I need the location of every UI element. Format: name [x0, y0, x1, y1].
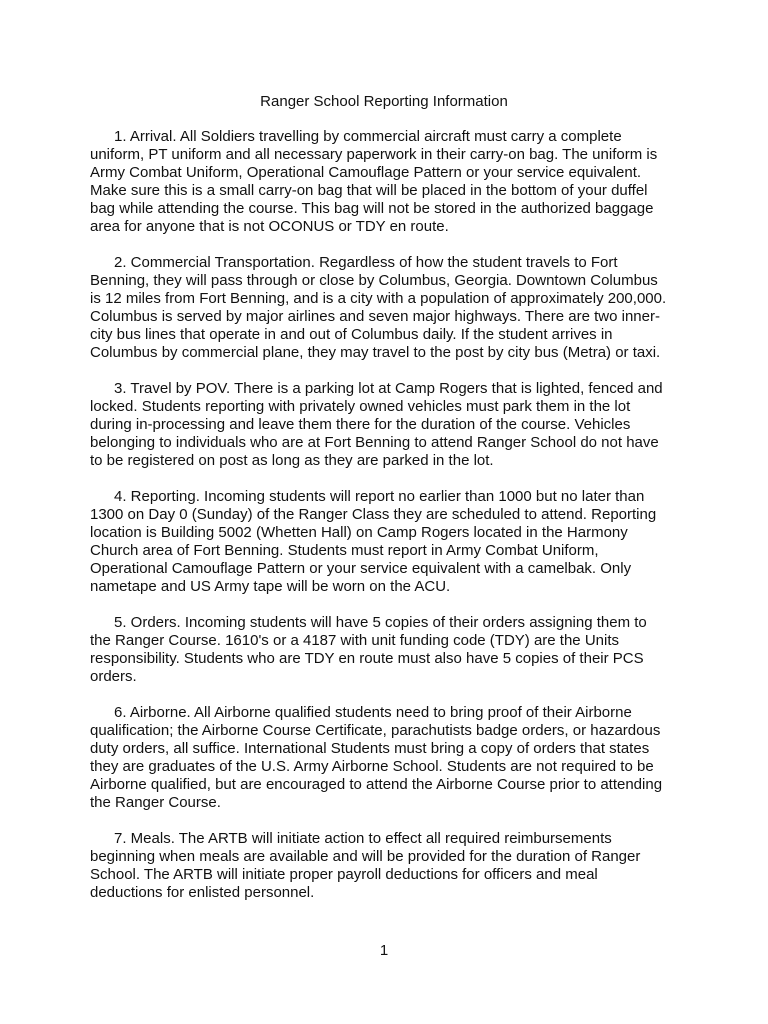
paragraph-line: nametape and US Army tape will be worn on the ACU. — [90, 578, 451, 595]
paragraph-line: Church area of Fort Benning. Students must report in Army Combat Uniform, — [90, 542, 599, 559]
paragraph-line: 2. Commercial Transportation. Regardless of how the student travels to Fort — [114, 254, 618, 271]
paragraph-line: orders. — [90, 668, 137, 685]
paragraph-line: 4. Reporting. Incoming students will report no earlier than 1000 but no later than — [114, 488, 645, 505]
paragraph-line: responsibility. Students who are TDY en route must also have 5 copies of their PCS — [90, 650, 644, 667]
paragraph-line: the Ranger Course. 1610's or a 4187 with unit funding code (TDY) are the Units — [90, 632, 619, 649]
paragraph-commercial-transportation — [90, 254, 686, 362]
paragraph-line: location is Building 5002 (Whetten Hall) on Camp Rogers located in the Harmony — [90, 524, 628, 541]
paragraph-line: Operational Camouflage Pattern or your service equivalent with a camelbak. Only — [90, 560, 632, 577]
paragraph-line: deductions for enlisted personnel. — [90, 884, 315, 901]
paragraph-line: duty orders, all suffice. International Students must bring a copy of orders that states — [90, 740, 650, 757]
paragraph-meals — [90, 830, 686, 902]
paragraph-line: qualification; the Airborne Course Certificate, parachutists badge orders, or hazardous — [90, 722, 661, 739]
paragraph-line: 1. Arrival. All Soldiers travelling by commercial aircraft must carry a complete — [114, 128, 622, 145]
paragraph-travel-by-pov — [90, 380, 686, 470]
paragraph-line: 6. Airborne. All Airborne qualified students need to bring proof of their Airborne — [114, 704, 632, 721]
paragraph-line: Columbus by commercial plane, they may travel to the post by city bus (Metra) or taxi. — [90, 344, 661, 361]
paragraph-line: to be registered on post as long as they are parked in the lot. — [90, 452, 494, 469]
paragraph-line: locked. Students reporting with privately owned vehicles must park them in the lot — [90, 398, 631, 415]
paragraph-line: Airborne qualified, but are encouraged to attend the Airborne Course prior to attending — [90, 776, 663, 793]
paragraph-arrival — [90, 128, 686, 236]
paragraph-line: Columbus is served by major airlines and seven major highways. There are two inner- — [90, 308, 660, 325]
paragraph-airborne — [90, 704, 686, 812]
document-title: Ranger School Reporting Information — [260, 93, 508, 110]
paragraph-line: Benning, they will pass through or close by Columbus, Georgia. Downtown Columbus — [90, 272, 658, 289]
paragraph-line: during in-processing and leave them there for the duration of the course. Vehicles — [90, 416, 631, 433]
paragraph-line: uniform, PT uniform and all necessary paperwork in their carry-on bag. The uniform is — [90, 146, 658, 163]
paragraph-line: 5. Orders. Incoming students will have 5 copies of their orders assigning them to — [114, 614, 647, 631]
paragraph-line: School. The ARTB will initiate proper payroll deductions for officers and meal — [90, 866, 598, 883]
document-body — [90, 128, 686, 920]
paragraph-line: beginning when meals are available and will be provided for the duration of Ranger — [90, 848, 641, 865]
paragraph-line: 1300 on Day 0 (Sunday) of the Ranger Class they are scheduled to attend. Reporting — [90, 506, 657, 523]
paragraph-line: city bus lines that operate in and out of Columbus daily. If the student arrives in — [90, 326, 613, 343]
page-number: 1 — [379, 942, 389, 959]
paragraph-line: Make sure this is a small carry-on bag that will be placed in the bottom of your duffel — [90, 182, 648, 199]
paragraph-line: the Ranger Course. — [90, 794, 221, 811]
paragraph-line: belonging to individuals who are at Fort Benning to attend Ranger School do not have — [90, 434, 659, 451]
paragraph-line: Army Combat Uniform, Operational Camouflage Pattern or your service equivalent. — [90, 164, 642, 181]
paragraph-orders — [90, 614, 686, 686]
paragraph-reporting — [90, 488, 686, 596]
paragraph-line: they are graduates of the U.S. Army Airborne School. Students are not required to be — [90, 758, 654, 775]
paragraph-line: is 12 miles from Fort Benning, and is a city with a population of approximately 200,000. — [90, 290, 667, 307]
paragraph-line: 3. Travel by POV. There is a parking lot at Camp Rogers that is lighted, fenced and — [114, 380, 663, 397]
paragraph-line: bag while attending the course. This bag will not be stored in the authorized baggage — [90, 200, 654, 217]
paragraph-line: area for anyone that is not OCONUS or TDY en route. — [90, 218, 449, 235]
paragraph-line: 7. Meals. The ARTB will initiate action to effect all required reimbursements — [114, 830, 612, 847]
